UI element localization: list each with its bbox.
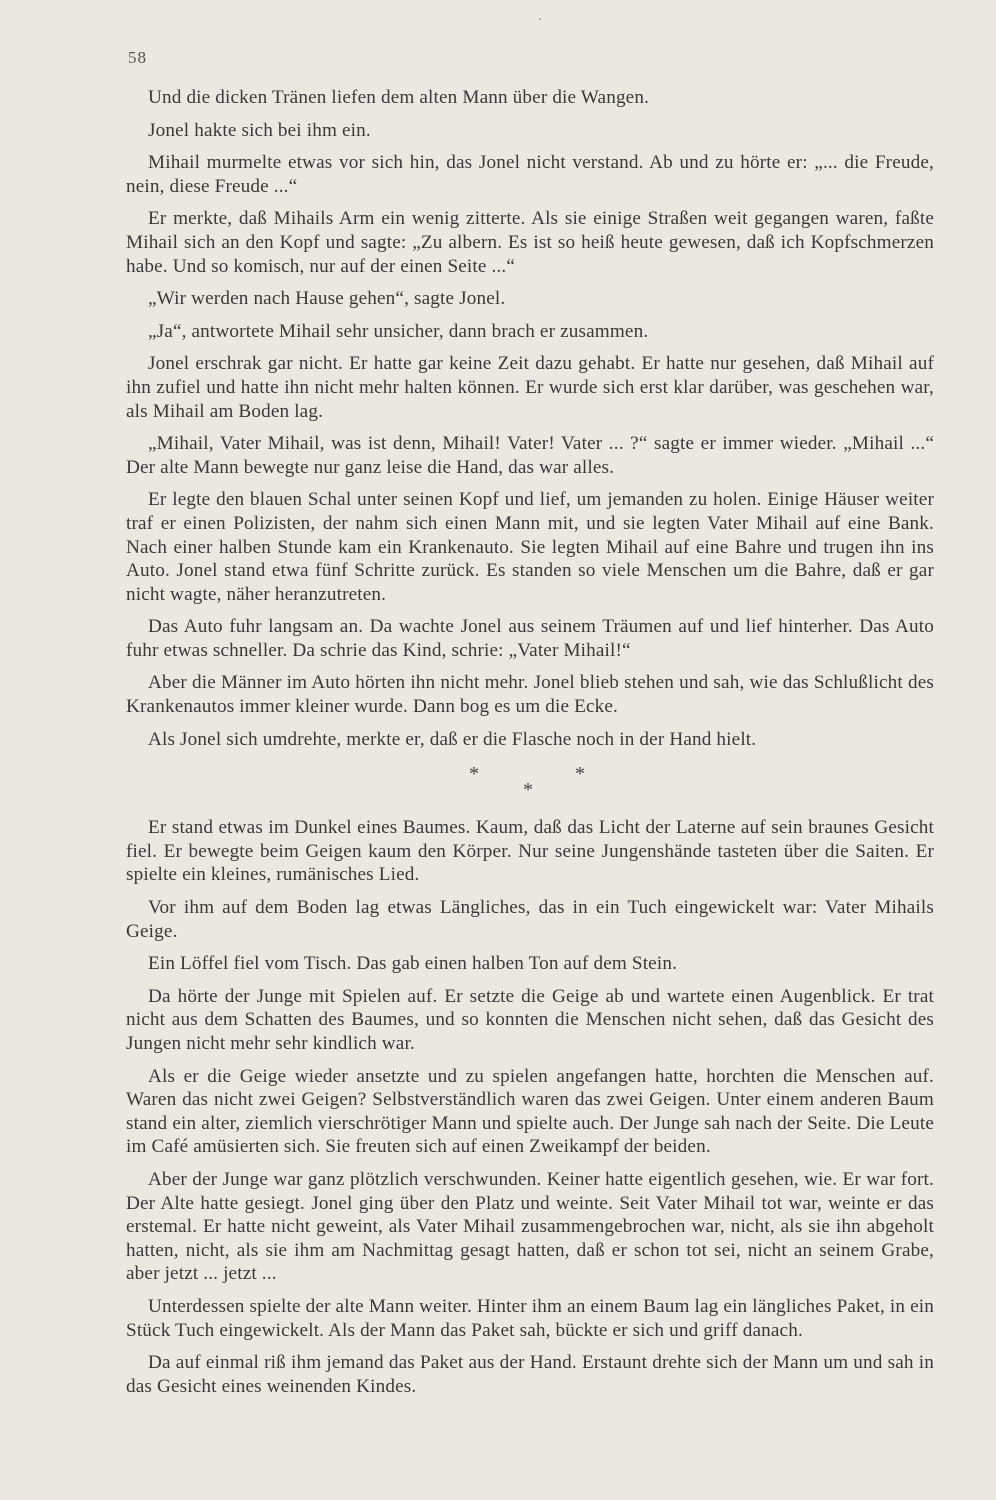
paragraph: Als Jonel sich umdrehte, merkte er, daß er die Flasche noch in der Hand hielt. xyxy=(148,728,757,750)
section-divider xyxy=(126,760,934,808)
paragraph: Vor ihm auf dem Boden lag etwas Längliches, das in ein Tuch eingewickelt war: Vater Mihails Geige. xyxy=(126,897,934,942)
paragraph: Er merkte, daß Mihails Arm ein wenig zitterte. Als sie einige Straßen weit gegangen waren, faßte Mihail sich an den Kopf und sagte: „Zu albern. Es ist so heiß heute gewesen, daß ich Kopfschmerzen habe. Und so komisch, nur auf der einen Seite ...“ xyxy=(126,208,934,277)
paragraph: Und die dicken Tränen liefen dem alten Mann über die Wangen. xyxy=(148,87,650,108)
paragraph: Jonel hakte sich bei ihm ein. xyxy=(148,119,371,141)
page-number: 58 xyxy=(128,48,147,67)
paragraph: Unterdessen spielte der alte Mann weiter. Hinter ihm an einem Baum lag ein längliches Paket, in ein Stück Tuch eingewickelt. Als der Mann das Paket sah, bückte er sich und griff danach. xyxy=(126,1295,934,1341)
paragraph: Da auf einmal riß ihm jemand das Paket aus der Hand. Erstaunt drehte sich der Mann um und sah in das Gesicht eines weinenden Kindes. xyxy=(126,1352,934,1397)
paragraph: Aber die Männer im Auto hörten ihn nicht mehr. Jonel blieb stehen und sah, wie das Schlußlicht des Krankenautos immer kleiner wurde. Dann bog es um die Ecke. xyxy=(126,672,934,718)
paragraph: Jonel erschrak gar nicht. Er hatte gar keine Zeit dazu gehabt. Er hatte nur gesehen, daß Mihail auf ihn zufiel und hatte ihn nicht mehr halten können. Er wurde sich erst klar darüber, was geschehen war, als Mihail am Boden lag. xyxy=(126,353,934,422)
paragraph: Da hörte der Junge mit Spielen auf. Er setzte die Geige ab und wartete einen Augenblick. Er trat nicht aus dem Schatten des Baumes, und so konnten die Menschen nicht sehen, daß das Gesicht des Jungen nicht mehr sehr kindlich war. xyxy=(126,985,934,1054)
asterisk-icon: * xyxy=(469,763,479,786)
paragraph: Er stand etwas im Dunkel eines Baumes. Kaum, daß das Licht der Laterne auf sein braunes Gesicht fiel. Er bewegte beim Geigen kaum den Körper. Nur seine Jungenshände tasteten über die Saiten. Er spielte ein kleines, rumänisches Lied. xyxy=(126,817,934,886)
asterisk-icon: * xyxy=(575,763,585,786)
paragraph: Das Auto fuhr langsam an. Da wachte Jonel aus seinem Träumen auf und lief hinterher. Das Auto fuhr etwas schneller. Da schrie das Kind, schrie: „Vater Mihail!“ xyxy=(126,616,934,661)
paragraph: Als er die Geige wieder ansetzte und zu spielen angefangen hatte, horchten die Menschen auf. Waren das nicht zwei Geigen? Selbstverständlich waren das zwei Geigen. Unter einem anderen Baum stand ein alter, ziemlich vierschrötiger Mann und spielte auch. Der Junge sah nach der Seite. Die Leute im Café amüsierten sich. Sie freuten sich auf einen Zweikampf der beiden. xyxy=(126,1065,934,1158)
text-column xyxy=(126,86,934,1407)
paragraph: Ein Löffel fiel vom Tisch. Das gab einen halben Ton auf dem Stein. xyxy=(148,953,678,975)
paragraph: „Mihail, Vater Mihail, was ist denn, Mihail! Vater! Vater ... ?“ sagte er immer wieder. „Mihail ...“ Der alte Mann bewegte nur ganz leise die Hand, das war alles. xyxy=(126,433,934,478)
paragraph: „Wir werden nach Hause gehen“, sagte Jonel. xyxy=(148,288,506,310)
paragraph: „Ja“, antwortete Mihail sehr unsicher, dann brach er zusammen. xyxy=(148,320,649,342)
paragraph: Er legte den blauen Schal unter seinen Kopf und lief, um jemanden zu holen. Einige Häuser weiter traf er einen Polizisten, der nahm sich einen Mann mit, und sie legten Vater Mihail auf eine Bank. Nach einer halben Stunde kam ein Krankenauto. Sie legten Mihail auf eine Bahre und trugen ihn ins Auto. Jonel stand etwa fünf Schritte zurück. Es standen so viele Menschen um die Bahre, daß er gar nicht wagte, näher heranzutreten. xyxy=(126,489,934,605)
paragraph: Aber der Junge war ganz plötzlich verschwunden. Keiner hatte eigentlich gesehen, wie. Er war fort. Der Alte hatte gesiegt. Jonel ging über den Platz und weinte. Seit Vater Mihail tot war, weinte er das erstemal. Er hatte nicht geweint, als Vater Mihail zusammengebrochen war, nicht, als sie ihn abgeholt hatten, nicht, als sie ihm am Nachmittag gesagt hatten, daß er schon tot sei, nicht an seinem Grabe, aber jetzt ... jetzt ... xyxy=(126,1168,934,1285)
paragraph: Mihail murmelte etwas vor sich hin, das Jonel nicht verstand. Ab und zu hörte er: „... die Freude, nein, diese Freude ...“ xyxy=(126,152,934,197)
asterisk-icon: * xyxy=(523,779,533,802)
print-speck xyxy=(539,18,541,20)
